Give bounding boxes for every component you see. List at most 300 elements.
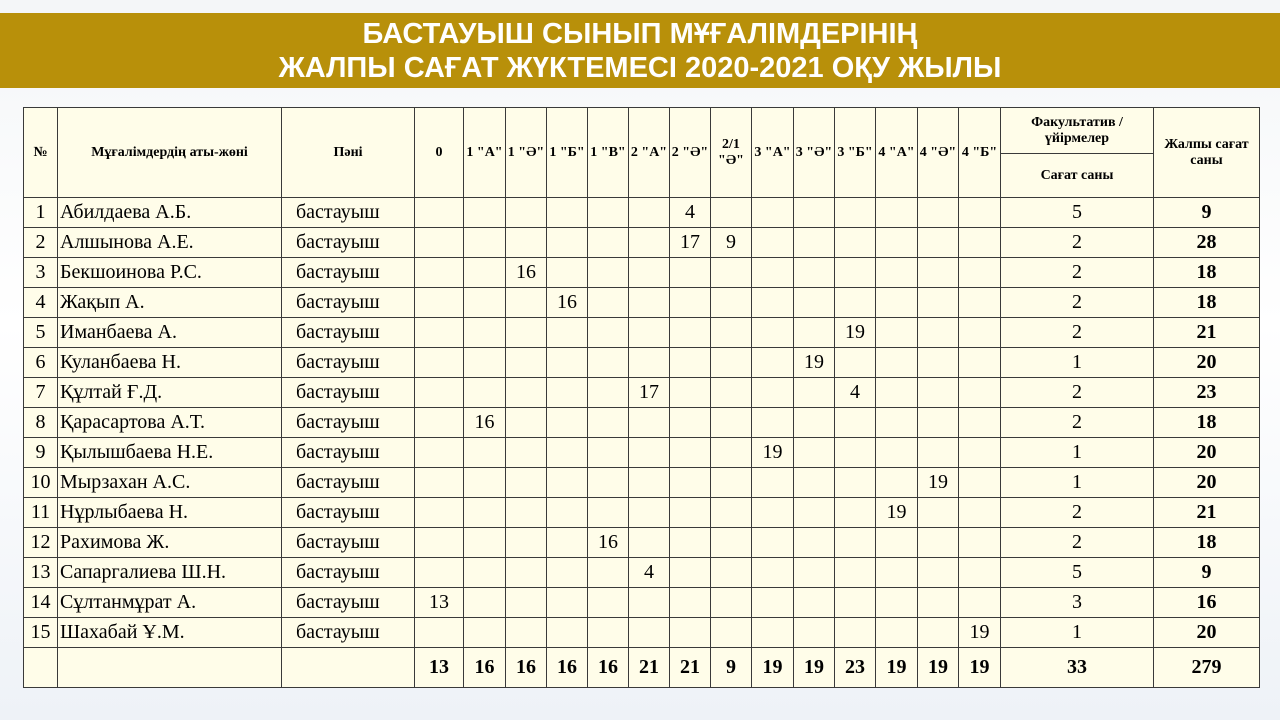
- class-hours-cell: [918, 408, 959, 438]
- header-subject: Пәні: [282, 108, 415, 198]
- class-hours-cell: 19: [959, 618, 1001, 648]
- class-hours-cell: 16: [464, 408, 506, 438]
- class-hours-cell: [794, 468, 835, 498]
- elective-hours-cell: 2: [1001, 378, 1154, 408]
- class-hours-cell: 16: [588, 528, 629, 558]
- class-hours-cell: [959, 438, 1001, 468]
- total-hours-cell: 28: [1154, 228, 1260, 258]
- class-hours-cell: [918, 558, 959, 588]
- header-class: 4 "А": [876, 108, 918, 198]
- header-electives: Факультатив /үйірмелер: [1001, 108, 1154, 154]
- elective-hours-cell: 1: [1001, 618, 1154, 648]
- class-hours-cell: [794, 558, 835, 588]
- class-hours-cell: [794, 378, 835, 408]
- class-hours-cell: [629, 228, 670, 258]
- table-row: [24, 288, 1260, 318]
- class-hours-cell: [506, 468, 547, 498]
- row-number: 1: [24, 198, 58, 228]
- class-hours-cell: [752, 468, 794, 498]
- class-hours-cell: [464, 498, 506, 528]
- class-hours-cell: [794, 618, 835, 648]
- class-hours-cell: [794, 258, 835, 288]
- class-hours-cell: [588, 318, 629, 348]
- totals-empty-cell: [24, 648, 58, 688]
- elective-hours-cell: 2: [1001, 528, 1154, 558]
- header-class: 3 "А": [752, 108, 794, 198]
- class-hours-cell: 19: [918, 468, 959, 498]
- class-hours-cell: [464, 228, 506, 258]
- class-hours-cell: [629, 438, 670, 468]
- table-row: [24, 198, 1260, 228]
- row-number: 15: [24, 618, 58, 648]
- header-elective-hours: Сағат саны: [1001, 154, 1154, 198]
- class-hours-cell: [835, 558, 876, 588]
- class-hours-cell: [711, 498, 752, 528]
- class-hours-cell: [415, 228, 464, 258]
- class-hours-cell: [415, 528, 464, 558]
- total-hours-cell: 9: [1154, 198, 1260, 228]
- total-hours-cell: 9: [1154, 558, 1260, 588]
- class-hours-cell: [876, 318, 918, 348]
- class-total-cell: 21: [629, 648, 670, 688]
- class-hours-cell: [876, 348, 918, 378]
- totals-empty-cell: [282, 648, 415, 688]
- workload-table-wrap: [23, 107, 1260, 688]
- subject-cell: бастауыш: [282, 318, 415, 348]
- header-class: 3 "Ә": [794, 108, 835, 198]
- elective-total-cell: 33: [1001, 648, 1154, 688]
- class-total-cell: 16: [464, 648, 506, 688]
- class-hours-cell: [506, 288, 547, 318]
- class-hours-cell: [629, 198, 670, 228]
- row-number: 10: [24, 468, 58, 498]
- class-hours-cell: [670, 318, 711, 348]
- class-hours-cell: [547, 348, 588, 378]
- class-total-cell: 23: [835, 648, 876, 688]
- class-hours-cell: [415, 258, 464, 288]
- class-hours-cell: [918, 288, 959, 318]
- elective-hours-cell: 2: [1001, 498, 1154, 528]
- class-total-cell: 19: [752, 648, 794, 688]
- title-line-2: ЖАЛПЫ САҒАТ ЖҮКТЕМЕСІ 2020-2021 ОҚУ ЖЫЛЫ: [278, 52, 1002, 84]
- teacher-name: Алшынова А.Е.: [58, 228, 282, 258]
- class-hours-cell: [835, 498, 876, 528]
- table-row: [24, 258, 1260, 288]
- header-class: 0: [415, 108, 464, 198]
- table-row: [24, 408, 1260, 438]
- total-hours-cell: 21: [1154, 498, 1260, 528]
- elective-hours-cell: 5: [1001, 198, 1154, 228]
- class-hours-cell: [670, 348, 711, 378]
- class-hours-cell: [876, 228, 918, 258]
- teacher-name: Мырзахан А.С.: [58, 468, 282, 498]
- class-hours-cell: [506, 198, 547, 228]
- row-number: 5: [24, 318, 58, 348]
- subject-cell: бастауыш: [282, 348, 415, 378]
- teacher-name: Қарасартова А.Т.: [58, 408, 282, 438]
- table-row: [24, 348, 1260, 378]
- teacher-name: Куланбаева Н.: [58, 348, 282, 378]
- class-hours-cell: [711, 558, 752, 588]
- class-hours-cell: [876, 588, 918, 618]
- row-number: 7: [24, 378, 58, 408]
- class-hours-cell: [415, 618, 464, 648]
- class-hours-cell: [752, 558, 794, 588]
- class-hours-cell: [588, 498, 629, 528]
- class-hours-cell: [835, 588, 876, 618]
- class-hours-cell: [506, 408, 547, 438]
- class-hours-cell: [959, 348, 1001, 378]
- class-hours-cell: [547, 588, 588, 618]
- class-hours-cell: [918, 228, 959, 258]
- teacher-name: Иманбаева А.: [58, 318, 282, 348]
- class-hours-cell: [464, 318, 506, 348]
- class-hours-cell: [629, 498, 670, 528]
- class-hours-cell: 19: [752, 438, 794, 468]
- class-hours-cell: [794, 228, 835, 258]
- class-hours-cell: [629, 408, 670, 438]
- class-hours-cell: [547, 528, 588, 558]
- teacher-name: Бекшоинова Р.С.: [58, 258, 282, 288]
- class-hours-cell: 4: [629, 558, 670, 588]
- class-hours-cell: [588, 258, 629, 288]
- class-hours-cell: [629, 348, 670, 378]
- table-row: [24, 438, 1260, 468]
- elective-hours-cell: 1: [1001, 438, 1154, 468]
- class-hours-cell: [752, 618, 794, 648]
- class-hours-cell: [588, 378, 629, 408]
- class-hours-cell: [835, 228, 876, 258]
- class-hours-cell: [547, 378, 588, 408]
- class-hours-cell: [588, 438, 629, 468]
- teacher-name: Құлтай Ғ.Д.: [58, 378, 282, 408]
- class-hours-cell: [835, 438, 876, 468]
- title-banner: [0, 13, 1280, 88]
- subject-cell: бастауыш: [282, 468, 415, 498]
- class-hours-cell: [752, 378, 794, 408]
- class-hours-cell: [876, 378, 918, 408]
- class-hours-cell: [918, 588, 959, 618]
- class-hours-cell: [794, 498, 835, 528]
- class-hours-cell: [711, 198, 752, 228]
- class-hours-cell: [506, 378, 547, 408]
- teacher-name: Рахимова Ж.: [58, 528, 282, 558]
- class-hours-cell: [464, 258, 506, 288]
- class-hours-cell: [464, 588, 506, 618]
- total-hours-cell: 20: [1154, 468, 1260, 498]
- subject-cell: бастауыш: [282, 378, 415, 408]
- total-hours-cell: 16: [1154, 588, 1260, 618]
- row-number: 9: [24, 438, 58, 468]
- class-hours-cell: 16: [547, 288, 588, 318]
- class-hours-cell: [959, 558, 1001, 588]
- class-hours-cell: [794, 438, 835, 468]
- class-total-cell: 16: [588, 648, 629, 688]
- class-hours-cell: [506, 348, 547, 378]
- class-hours-cell: [629, 618, 670, 648]
- class-hours-cell: [588, 228, 629, 258]
- class-hours-cell: [918, 198, 959, 228]
- class-hours-cell: [464, 468, 506, 498]
- table-row: [24, 228, 1260, 258]
- header-class: 1 "А": [464, 108, 506, 198]
- class-hours-cell: [464, 378, 506, 408]
- elective-hours-cell: 1: [1001, 348, 1154, 378]
- class-hours-cell: [876, 408, 918, 438]
- class-hours-cell: [711, 468, 752, 498]
- class-hours-cell: [752, 198, 794, 228]
- subject-cell: бастауыш: [282, 198, 415, 228]
- class-hours-cell: [415, 288, 464, 318]
- class-hours-cell: [670, 288, 711, 318]
- class-hours-cell: [506, 618, 547, 648]
- totals-empty-cell: [58, 648, 282, 688]
- total-hours-cell: 20: [1154, 438, 1260, 468]
- table-row: [24, 618, 1260, 648]
- total-hours-cell: 18: [1154, 528, 1260, 558]
- row-number: 4: [24, 288, 58, 318]
- title-line-1: БАСТАУЫШ СЫНЫП МҰҒАЛІМДЕРІНІҢ: [362, 18, 918, 50]
- class-hours-cell: [547, 198, 588, 228]
- total-hours-cell: 20: [1154, 618, 1260, 648]
- class-hours-cell: [506, 438, 547, 468]
- class-hours-cell: [918, 528, 959, 558]
- subject-cell: бастауыш: [282, 288, 415, 318]
- class-hours-cell: [918, 618, 959, 648]
- class-hours-cell: [464, 528, 506, 558]
- class-hours-cell: [588, 198, 629, 228]
- class-hours-cell: [588, 618, 629, 648]
- row-number: 2: [24, 228, 58, 258]
- class-hours-cell: [959, 588, 1001, 618]
- class-hours-cell: [794, 288, 835, 318]
- class-hours-cell: [752, 588, 794, 618]
- class-hours-cell: [794, 198, 835, 228]
- class-hours-cell: [794, 528, 835, 558]
- class-hours-cell: [711, 258, 752, 288]
- class-hours-cell: [670, 588, 711, 618]
- class-hours-cell: [835, 258, 876, 288]
- row-number: 13: [24, 558, 58, 588]
- row-number: 8: [24, 408, 58, 438]
- class-hours-cell: [629, 468, 670, 498]
- elective-hours-cell: 2: [1001, 258, 1154, 288]
- class-hours-cell: [752, 288, 794, 318]
- header-class: 3 "Б": [835, 108, 876, 198]
- subject-cell: бастауыш: [282, 438, 415, 468]
- class-hours-cell: [547, 318, 588, 348]
- totals-row: [24, 648, 1260, 688]
- class-hours-cell: [959, 408, 1001, 438]
- class-hours-cell: [752, 258, 794, 288]
- class-hours-cell: [959, 318, 1001, 348]
- class-hours-cell: [794, 408, 835, 438]
- class-hours-cell: [415, 498, 464, 528]
- elective-hours-cell: 3: [1001, 588, 1154, 618]
- class-hours-cell: [547, 228, 588, 258]
- class-hours-cell: [547, 438, 588, 468]
- class-hours-cell: [629, 588, 670, 618]
- class-hours-cell: [711, 378, 752, 408]
- class-hours-cell: [918, 348, 959, 378]
- class-hours-cell: [464, 288, 506, 318]
- class-hours-cell: [959, 198, 1001, 228]
- class-hours-cell: [794, 318, 835, 348]
- class-hours-cell: [794, 588, 835, 618]
- class-hours-cell: [670, 378, 711, 408]
- class-hours-cell: [876, 288, 918, 318]
- class-hours-cell: [876, 558, 918, 588]
- class-hours-cell: [876, 258, 918, 288]
- class-hours-cell: [464, 198, 506, 228]
- subject-cell: бастауыш: [282, 528, 415, 558]
- header-class: 1 "Ә": [506, 108, 547, 198]
- teacher-name: Шахабай Ұ.М.: [58, 618, 282, 648]
- class-hours-cell: [670, 468, 711, 498]
- class-hours-cell: [835, 198, 876, 228]
- class-hours-cell: [918, 438, 959, 468]
- elective-hours-cell: 2: [1001, 318, 1154, 348]
- class-hours-cell: [876, 198, 918, 228]
- class-hours-cell: [752, 498, 794, 528]
- elective-hours-cell: 2: [1001, 288, 1154, 318]
- class-hours-cell: [711, 288, 752, 318]
- subject-cell: бастауыш: [282, 408, 415, 438]
- teacher-name: Жақып А.: [58, 288, 282, 318]
- class-hours-cell: [670, 528, 711, 558]
- class-hours-cell: [588, 408, 629, 438]
- class-hours-cell: 13: [415, 588, 464, 618]
- header-class: 4 "Ә": [918, 108, 959, 198]
- class-hours-cell: [752, 408, 794, 438]
- class-hours-cell: 19: [835, 318, 876, 348]
- class-total-cell: 21: [670, 648, 711, 688]
- class-hours-cell: [752, 228, 794, 258]
- class-hours-cell: 16: [506, 258, 547, 288]
- class-hours-cell: [629, 288, 670, 318]
- row-number: 6: [24, 348, 58, 378]
- class-hours-cell: [415, 348, 464, 378]
- class-hours-cell: [959, 528, 1001, 558]
- class-hours-cell: [670, 258, 711, 288]
- teacher-name: Абилдаева А.Б.: [58, 198, 282, 228]
- class-hours-cell: [547, 618, 588, 648]
- table-row: [24, 468, 1260, 498]
- class-hours-cell: [876, 438, 918, 468]
- class-total-cell: 19: [794, 648, 835, 688]
- class-hours-cell: [547, 558, 588, 588]
- class-hours-cell: [547, 468, 588, 498]
- class-hours-cell: [959, 288, 1001, 318]
- class-total-cell: 19: [876, 648, 918, 688]
- class-hours-cell: [835, 288, 876, 318]
- header-class: 4 "Б": [959, 108, 1001, 198]
- class-hours-cell: [464, 348, 506, 378]
- total-hours-cell: 23: [1154, 378, 1260, 408]
- class-hours-cell: [464, 438, 506, 468]
- class-hours-cell: [711, 318, 752, 348]
- class-hours-cell: 4: [670, 198, 711, 228]
- class-hours-cell: [588, 468, 629, 498]
- class-total-cell: 16: [547, 648, 588, 688]
- class-hours-cell: 9: [711, 228, 752, 258]
- total-hours-cell: 21: [1154, 318, 1260, 348]
- class-hours-cell: [506, 528, 547, 558]
- subject-cell: бастауыш: [282, 228, 415, 258]
- class-hours-cell: [506, 228, 547, 258]
- class-hours-cell: 19: [876, 498, 918, 528]
- total-hours-cell: 18: [1154, 258, 1260, 288]
- class-hours-cell: [415, 378, 464, 408]
- class-hours-cell: [670, 618, 711, 648]
- class-hours-cell: [918, 378, 959, 408]
- class-hours-cell: [629, 318, 670, 348]
- elective-hours-cell: 2: [1001, 228, 1154, 258]
- class-hours-cell: [415, 198, 464, 228]
- class-hours-cell: [464, 558, 506, 588]
- class-hours-cell: [506, 558, 547, 588]
- elective-hours-cell: 1: [1001, 468, 1154, 498]
- class-hours-cell: [835, 348, 876, 378]
- class-total-cell: 16: [506, 648, 547, 688]
- elective-hours-cell: 2: [1001, 408, 1154, 438]
- class-hours-cell: [876, 618, 918, 648]
- class-hours-cell: [711, 408, 752, 438]
- class-hours-cell: [918, 318, 959, 348]
- class-hours-cell: [415, 558, 464, 588]
- class-hours-cell: [918, 258, 959, 288]
- teacher-name: Сұлтанмұрат А.: [58, 588, 282, 618]
- class-hours-cell: [670, 408, 711, 438]
- workload-table: [23, 107, 1260, 688]
- subject-cell: бастауыш: [282, 558, 415, 588]
- class-total-cell: 19: [959, 648, 1001, 688]
- class-hours-cell: [835, 618, 876, 648]
- class-hours-cell: [415, 468, 464, 498]
- header-class: 2/1 "Ә": [711, 108, 752, 198]
- table-row: [24, 588, 1260, 618]
- class-hours-cell: [959, 228, 1001, 258]
- class-hours-cell: [547, 258, 588, 288]
- class-hours-cell: [629, 528, 670, 558]
- class-hours-cell: [711, 588, 752, 618]
- class-hours-cell: [506, 318, 547, 348]
- class-hours-cell: [959, 468, 1001, 498]
- table-row: [24, 378, 1260, 408]
- class-hours-cell: [752, 318, 794, 348]
- class-hours-cell: [588, 588, 629, 618]
- class-hours-cell: [711, 618, 752, 648]
- teacher-name: Қылышбаева Н.Е.: [58, 438, 282, 468]
- class-hours-cell: [670, 438, 711, 468]
- class-hours-cell: 4: [835, 378, 876, 408]
- class-hours-cell: [506, 588, 547, 618]
- subject-cell: бастауыш: [282, 588, 415, 618]
- class-hours-cell: [835, 468, 876, 498]
- grand-total-cell: 279: [1154, 648, 1260, 688]
- class-hours-cell: [711, 528, 752, 558]
- header-class: 2 "Ә": [670, 108, 711, 198]
- table-row: [24, 558, 1260, 588]
- class-hours-cell: [959, 378, 1001, 408]
- class-hours-cell: [876, 528, 918, 558]
- header-total-hours: Жалпы сағат саны: [1154, 108, 1260, 198]
- header-class: 2 "А": [629, 108, 670, 198]
- elective-hours-cell: 5: [1001, 558, 1154, 588]
- class-hours-cell: [752, 348, 794, 378]
- class-hours-cell: [464, 618, 506, 648]
- total-hours-cell: 18: [1154, 288, 1260, 318]
